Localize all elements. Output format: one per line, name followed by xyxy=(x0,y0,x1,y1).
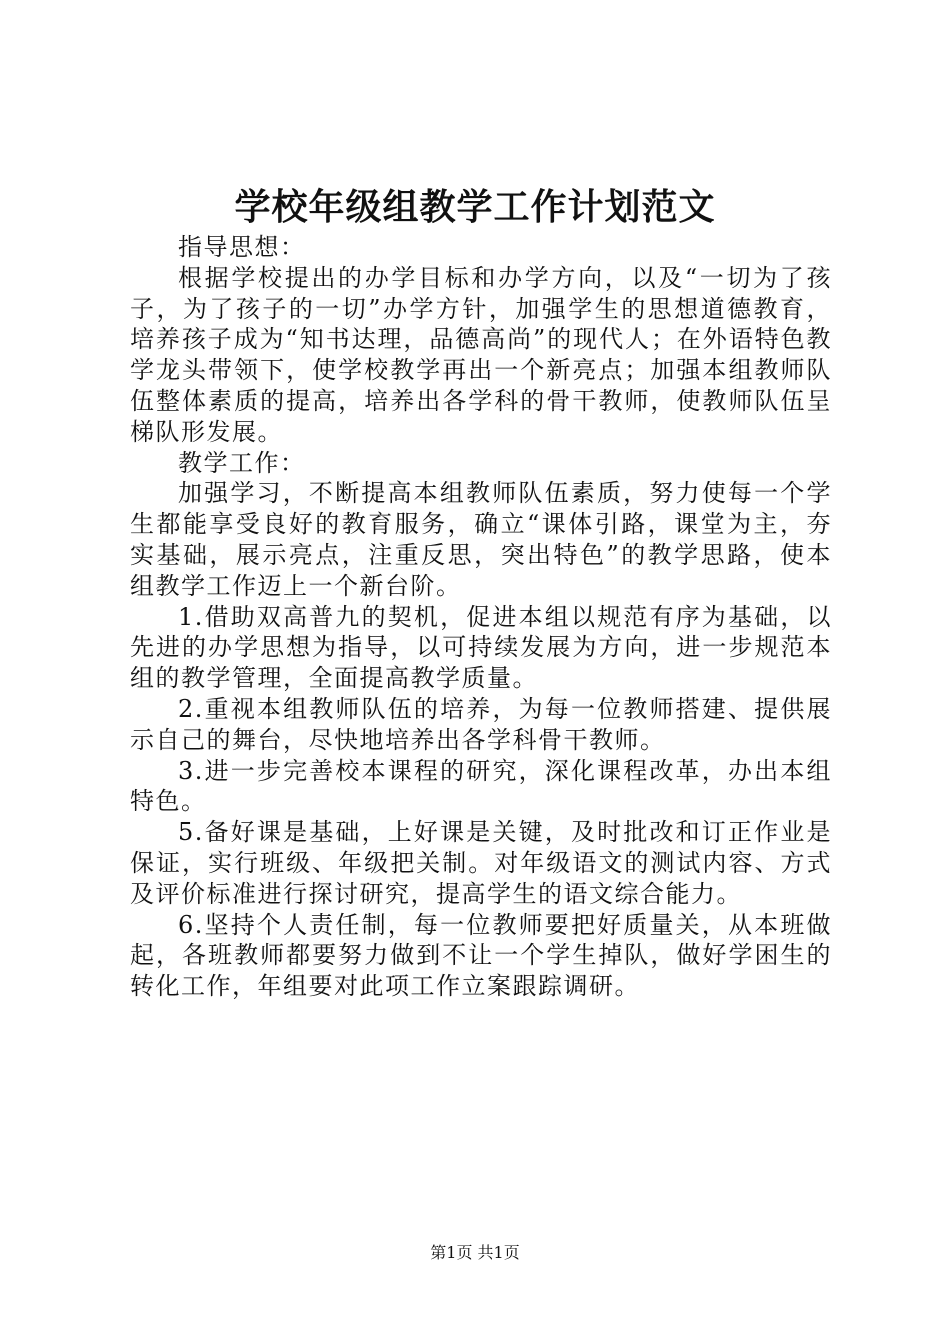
heading-guiding-ideology: 指导思想： xyxy=(178,233,306,261)
page-number-footer: 第1页 共1页 xyxy=(430,1243,520,1262)
document-body xyxy=(130,232,832,1002)
heading-teaching-work: 教学工作： xyxy=(178,448,306,477)
paragraph-guiding-ideology: 根据学校提出的办学目标和办学方向，以及“一切为了孩子，为了孩子的一切”办学方针，加强学生的思想道德教育，培养孩子成为“知书达理，品德高尚”的现代人；在外语特色教学龙头带领下，使学校教学再出一个新亮点；加强本组教师队伍整体素质的提高，培养出各学科的骨干教师，使教师队伍呈梯队形发展。 xyxy=(130,263,832,446)
document-title: 学校年级组教学工作计划范文 xyxy=(234,186,716,228)
list-item-1: 1.借助双高普九的契机，促进本组以规范有序为基础，以先进的办学思想为指导，以可持续发展为方向，进一步规范本组的教学管理，全面提高教学质量。 xyxy=(130,602,832,693)
list-item-3: 3.进一步完善校本课程的研究，深化课程改革，办出本组特色。 xyxy=(130,756,832,816)
list-item-5: 5.备好课是基础，上好课是关键，及时批改和订正作业是保证，实行班级、年级把关制。对年级语文的测试内容、方式及评价标准进行探讨研究，提高学生的语文综合能力。 xyxy=(130,818,832,908)
list-item-2: 2.重视本组教师队伍的培养，为每一位教师搭建、提供展示自己的舞台，尽快地培养出各学科骨干教师。 xyxy=(130,694,832,754)
paragraph-teaching-work: 加强学习，不断提高本组教师队伍素质，努力使每一个学生都能享受良好的教育服务，确立“课体引路，课堂为主，夯实基础，展示亮点，注重反思，突出特色”的教学思路，使本组教学工作迈上一个新台阶。 xyxy=(130,479,832,600)
list-item-6: 6.坚持个人责任制，每一位教师要把好质量关，从本班做起，各班教师都要努力做到不让一个学生掉队，做好学困生的转化工作，年组要对此项工作立案跟踪调研。 xyxy=(130,910,832,1001)
